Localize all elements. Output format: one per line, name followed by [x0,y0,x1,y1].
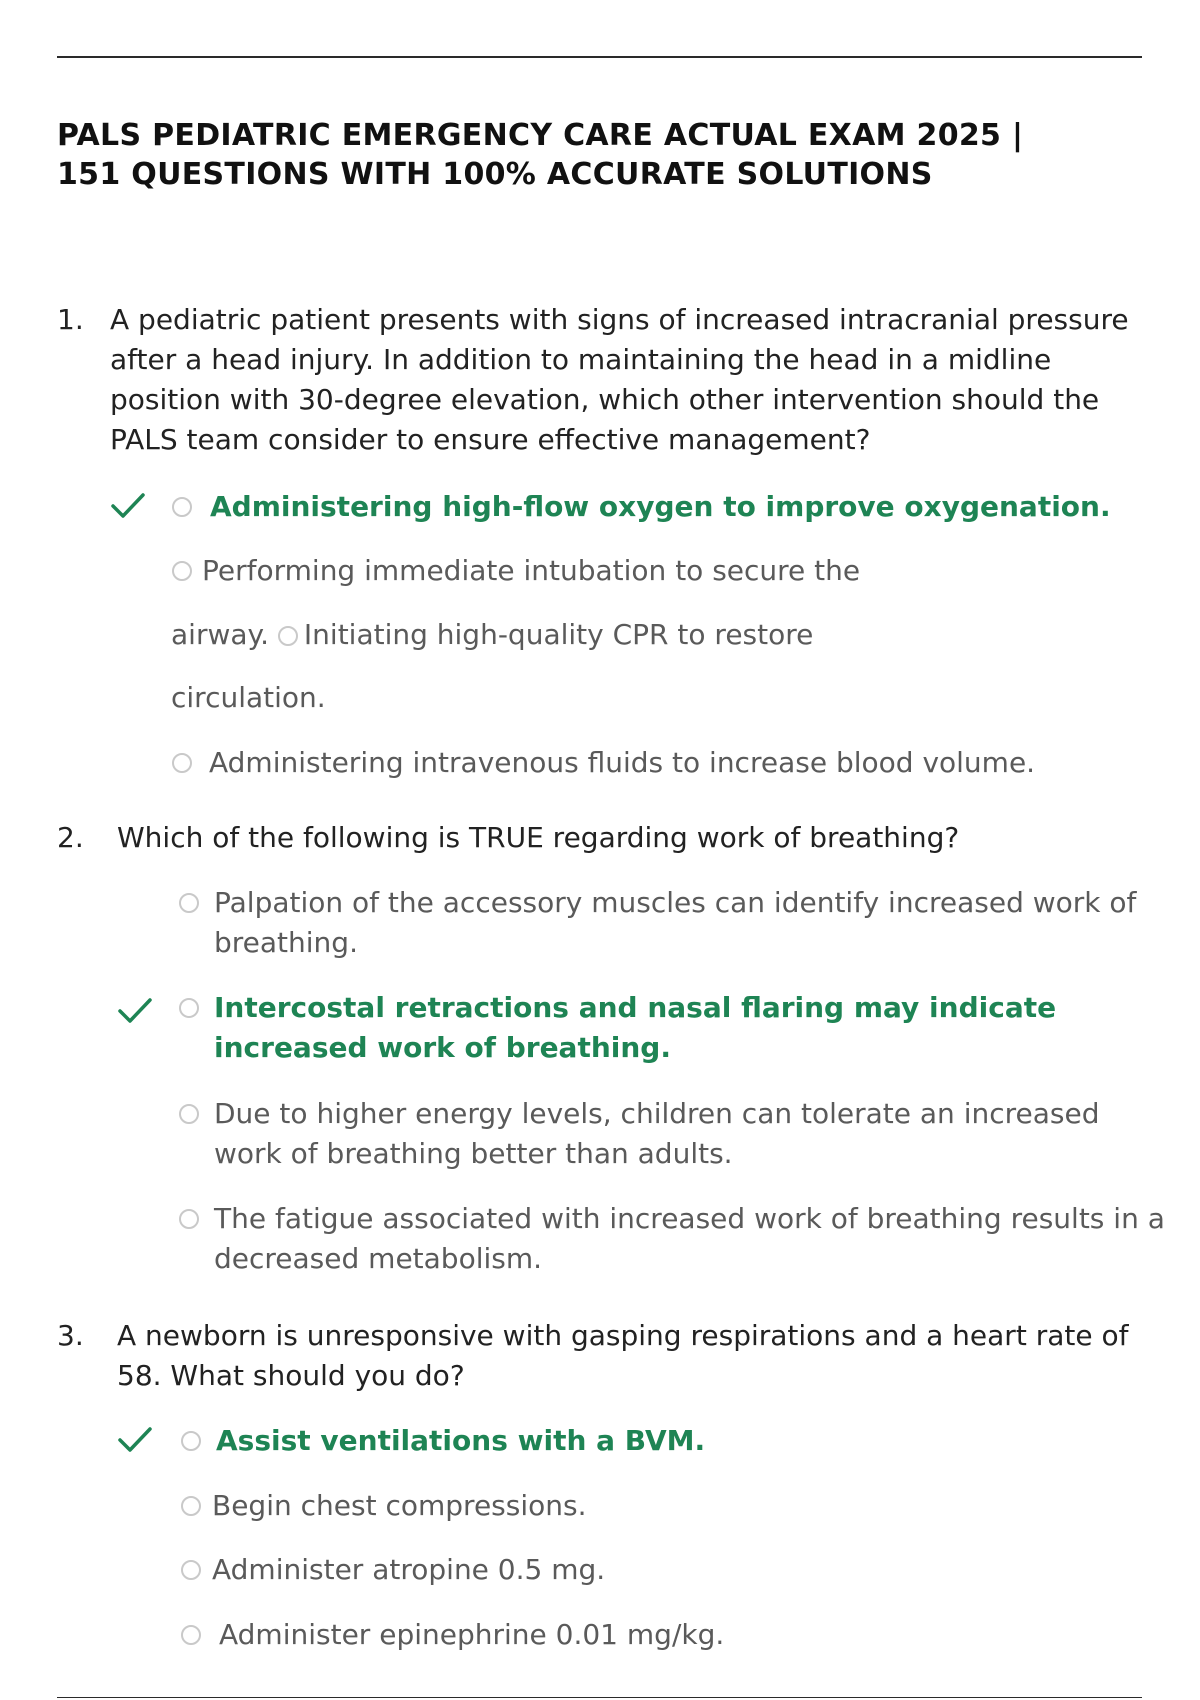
answer-option[interactable]: Palpation of the accessory muscles can identify increased work of breathing. [214,886,1137,959]
top-divider [57,56,1142,58]
answer-option[interactable]: Due to higher energy levels, children can tolerate an increased work of breathing better than adults. [214,1097,1100,1170]
question-number: 1. [57,303,84,336]
question-text: A newborn is unresponsive with gasping respirations and a heart rate of 58. What should you do? [117,1319,1129,1392]
answer-option[interactable]: Administering intravenous fluids to increase blood volume. [209,746,1036,779]
radio-circle-icon[interactable] [172,561,192,581]
answer-option-correct[interactable]: Administering high-flow oxygen to improve oxygenation. [210,490,1111,523]
check-icon [110,491,146,521]
answer-option[interactable]: Begin chest compressions. [212,1489,587,1522]
radio-circle-icon[interactable] [172,497,192,517]
question-number: 3. [57,1319,84,1352]
title-line-1: PALS PEDIATRIC EMERGENCY CARE ACTUAL EXAM 2025 | [57,118,1024,153]
answer-option-correct[interactable]: Intercostal retractions and nasal flaring may indicate increased work of breathing. [214,991,1057,1064]
answer-option[interactable]: The fatigue associated with increased work of breathing results in a decreased metabolism. [214,1202,1165,1275]
answer-option-tail: airway. [171,618,269,651]
title-line-2: 151 QUESTIONS WITH 100% ACCURATE SOLUTIONS [57,157,933,192]
answer-option-continuation[interactable]: circulation. [171,681,326,714]
check-icon [117,1425,153,1455]
page-title [57,116,1147,194]
radio-circle-icon[interactable] [179,893,199,913]
radio-circle-icon[interactable] [278,626,298,646]
bottom-divider [57,1697,1142,1698]
answer-option[interactable]: Performing immediate intubation to secure the [202,554,861,587]
radio-circle-icon[interactable] [181,1625,201,1645]
question-number: 2. [57,821,84,854]
question-text: Which of the following is TRUE regarding work of breathing? [117,821,960,854]
answer-option: Initiating high-quality CPR to restore [303,618,814,651]
radio-circle-icon[interactable] [179,998,199,1018]
answer-option-correct[interactable]: Assist ventilations with a BVM. [216,1424,706,1457]
answer-option[interactable]: Administer atropine 0.5 mg. [212,1553,606,1586]
radio-circle-icon[interactable] [179,1209,199,1229]
answer-option[interactable]: Administer epinephrine 0.01 mg/kg. [219,1618,725,1651]
answer-option-continuation[interactable] [171,615,813,655]
radio-circle-icon[interactable] [179,1104,199,1124]
radio-circle-icon[interactable] [181,1560,201,1580]
radio-circle-icon[interactable] [181,1431,201,1451]
radio-circle-icon[interactable] [181,1496,201,1516]
check-icon [117,996,153,1026]
radio-circle-icon[interactable] [172,753,192,773]
question-text: A pediatric patient presents with signs of increased intracranial pressure after a head injury. In addition to maintaining the head in a midline position with 30-degree elevation, which other intervention should the PALS team consider to ensure effective management? [110,303,1129,456]
